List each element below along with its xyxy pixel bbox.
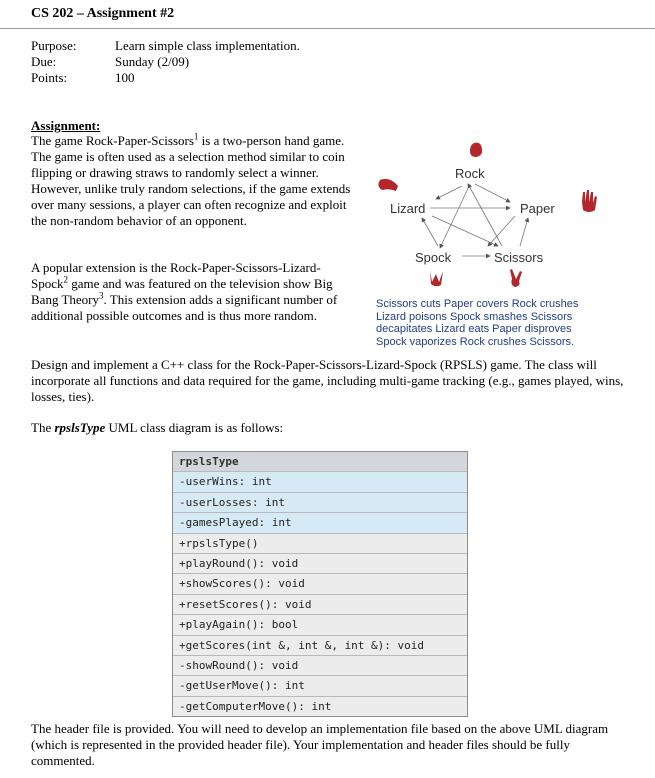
rules-line: Spock vaporizes Rock crushes Scissors. — [376, 335, 575, 348]
intro-paragraph: The game Rock-Paper-Scissors$^1$ is a two-person hand game. The game is often used as a selection method similar to coin flipping or drawing straws to randomly select a winner. However, unlike truly random selections, if the game extends over many sessions, a player can often recognize and exploit the non-random behavior of an opponent. — [31, 131, 351, 228]
paper-hand-icon — [582, 190, 597, 212]
spock-hand-icon — [430, 270, 443, 286]
scissors-label: Scissors — [494, 250, 544, 265]
due-label: Due: — [31, 54, 57, 69]
rules-line: decapitates Lizard eats Paper disproves — [376, 323, 572, 335]
purpose-value: Learn simple class implementation. — [115, 38, 300, 53]
design-paragraph: Design and implement a C++ class for the Rock-Paper-Scissors-Lizard-Spock (RPSLS) game. The class will incorporate all functions and data required for the game, including multi-game tracking (e.g., games played, wins, losses, ties). — [31, 357, 624, 404]
rock-label: Rock — [455, 166, 485, 181]
uml-attribute: -userLosses: int — [173, 492, 467, 512]
document-title: CS 202 – Assignment #2 — [31, 6, 175, 21]
diagram-arrows — [422, 184, 528, 256]
spock-label: Spock — [415, 250, 452, 265]
assignment-heading: Assignment: — [31, 118, 101, 133]
scissors-hand-icon — [510, 269, 522, 287]
rules-line: Lizard poisons Spock smashes Scissors — [376, 310, 573, 323]
points-label: Points: — [31, 70, 68, 85]
uml-attribute: -userWins: int — [173, 471, 467, 491]
uml-method: +resetScores(): void — [173, 594, 467, 614]
uml-method: -getComputerMove(): int — [173, 696, 467, 716]
extension-paragraph: A popular extension is the Rock-Paper-Scissors-Lizard-Spock$^2$ game and was featured on the television show Big Bang Theory$^3$. This extension adds a significant number of additional possible outcomes and is thus more random. — [31, 260, 338, 323]
title-divider — [0, 28, 655, 29]
due-value: Sunday (2/09) — [115, 54, 190, 69]
paper-label: Paper — [520, 201, 555, 216]
lizard-hand-icon — [378, 179, 398, 191]
closing-paragraph: The header file is provided. You will need to develop an implementation file based on the above UML diagram (which is represented in the provided header file). Your implementation and header files should be fully commented. — [31, 721, 609, 768]
lizard-label: Lizard — [390, 201, 426, 216]
uml-method: +showScores(): void — [173, 573, 467, 593]
uml-method: +playAgain(): bool — [173, 614, 467, 634]
rules-caption — [376, 298, 578, 348]
rock-hand-icon — [470, 143, 482, 157]
class-name-inline: rpslsType — [54, 420, 106, 435]
footnote-2: 2 — [63, 274, 68, 285]
uml-intro: The rpslsType UML class diagram is as follows: — [31, 420, 284, 435]
uml-attribute: -gamesPlayed: int — [173, 512, 467, 532]
uml-class-name: rpslsType — [173, 452, 467, 471]
rules-line: Scissors cuts Paper covers Rock crushes — [376, 298, 579, 310]
uml-method: +getScores(int &, int &, int &): void — [173, 635, 467, 655]
uml-method: -showRound(): void — [173, 655, 467, 675]
footnote-1: 1 — [193, 131, 199, 142]
uml-method: +playRound(): void — [173, 553, 467, 573]
purpose-label: Purpose: — [31, 38, 77, 53]
uml-method: +rpslsType() — [173, 533, 467, 553]
uml-class-diagram — [172, 451, 468, 717]
uml-method: -getUserMove(): int — [173, 675, 467, 695]
rpsls-diagram — [370, 136, 620, 296]
points-value: 100 — [115, 70, 135, 85]
footnote-3: 3 — [99, 290, 104, 301]
